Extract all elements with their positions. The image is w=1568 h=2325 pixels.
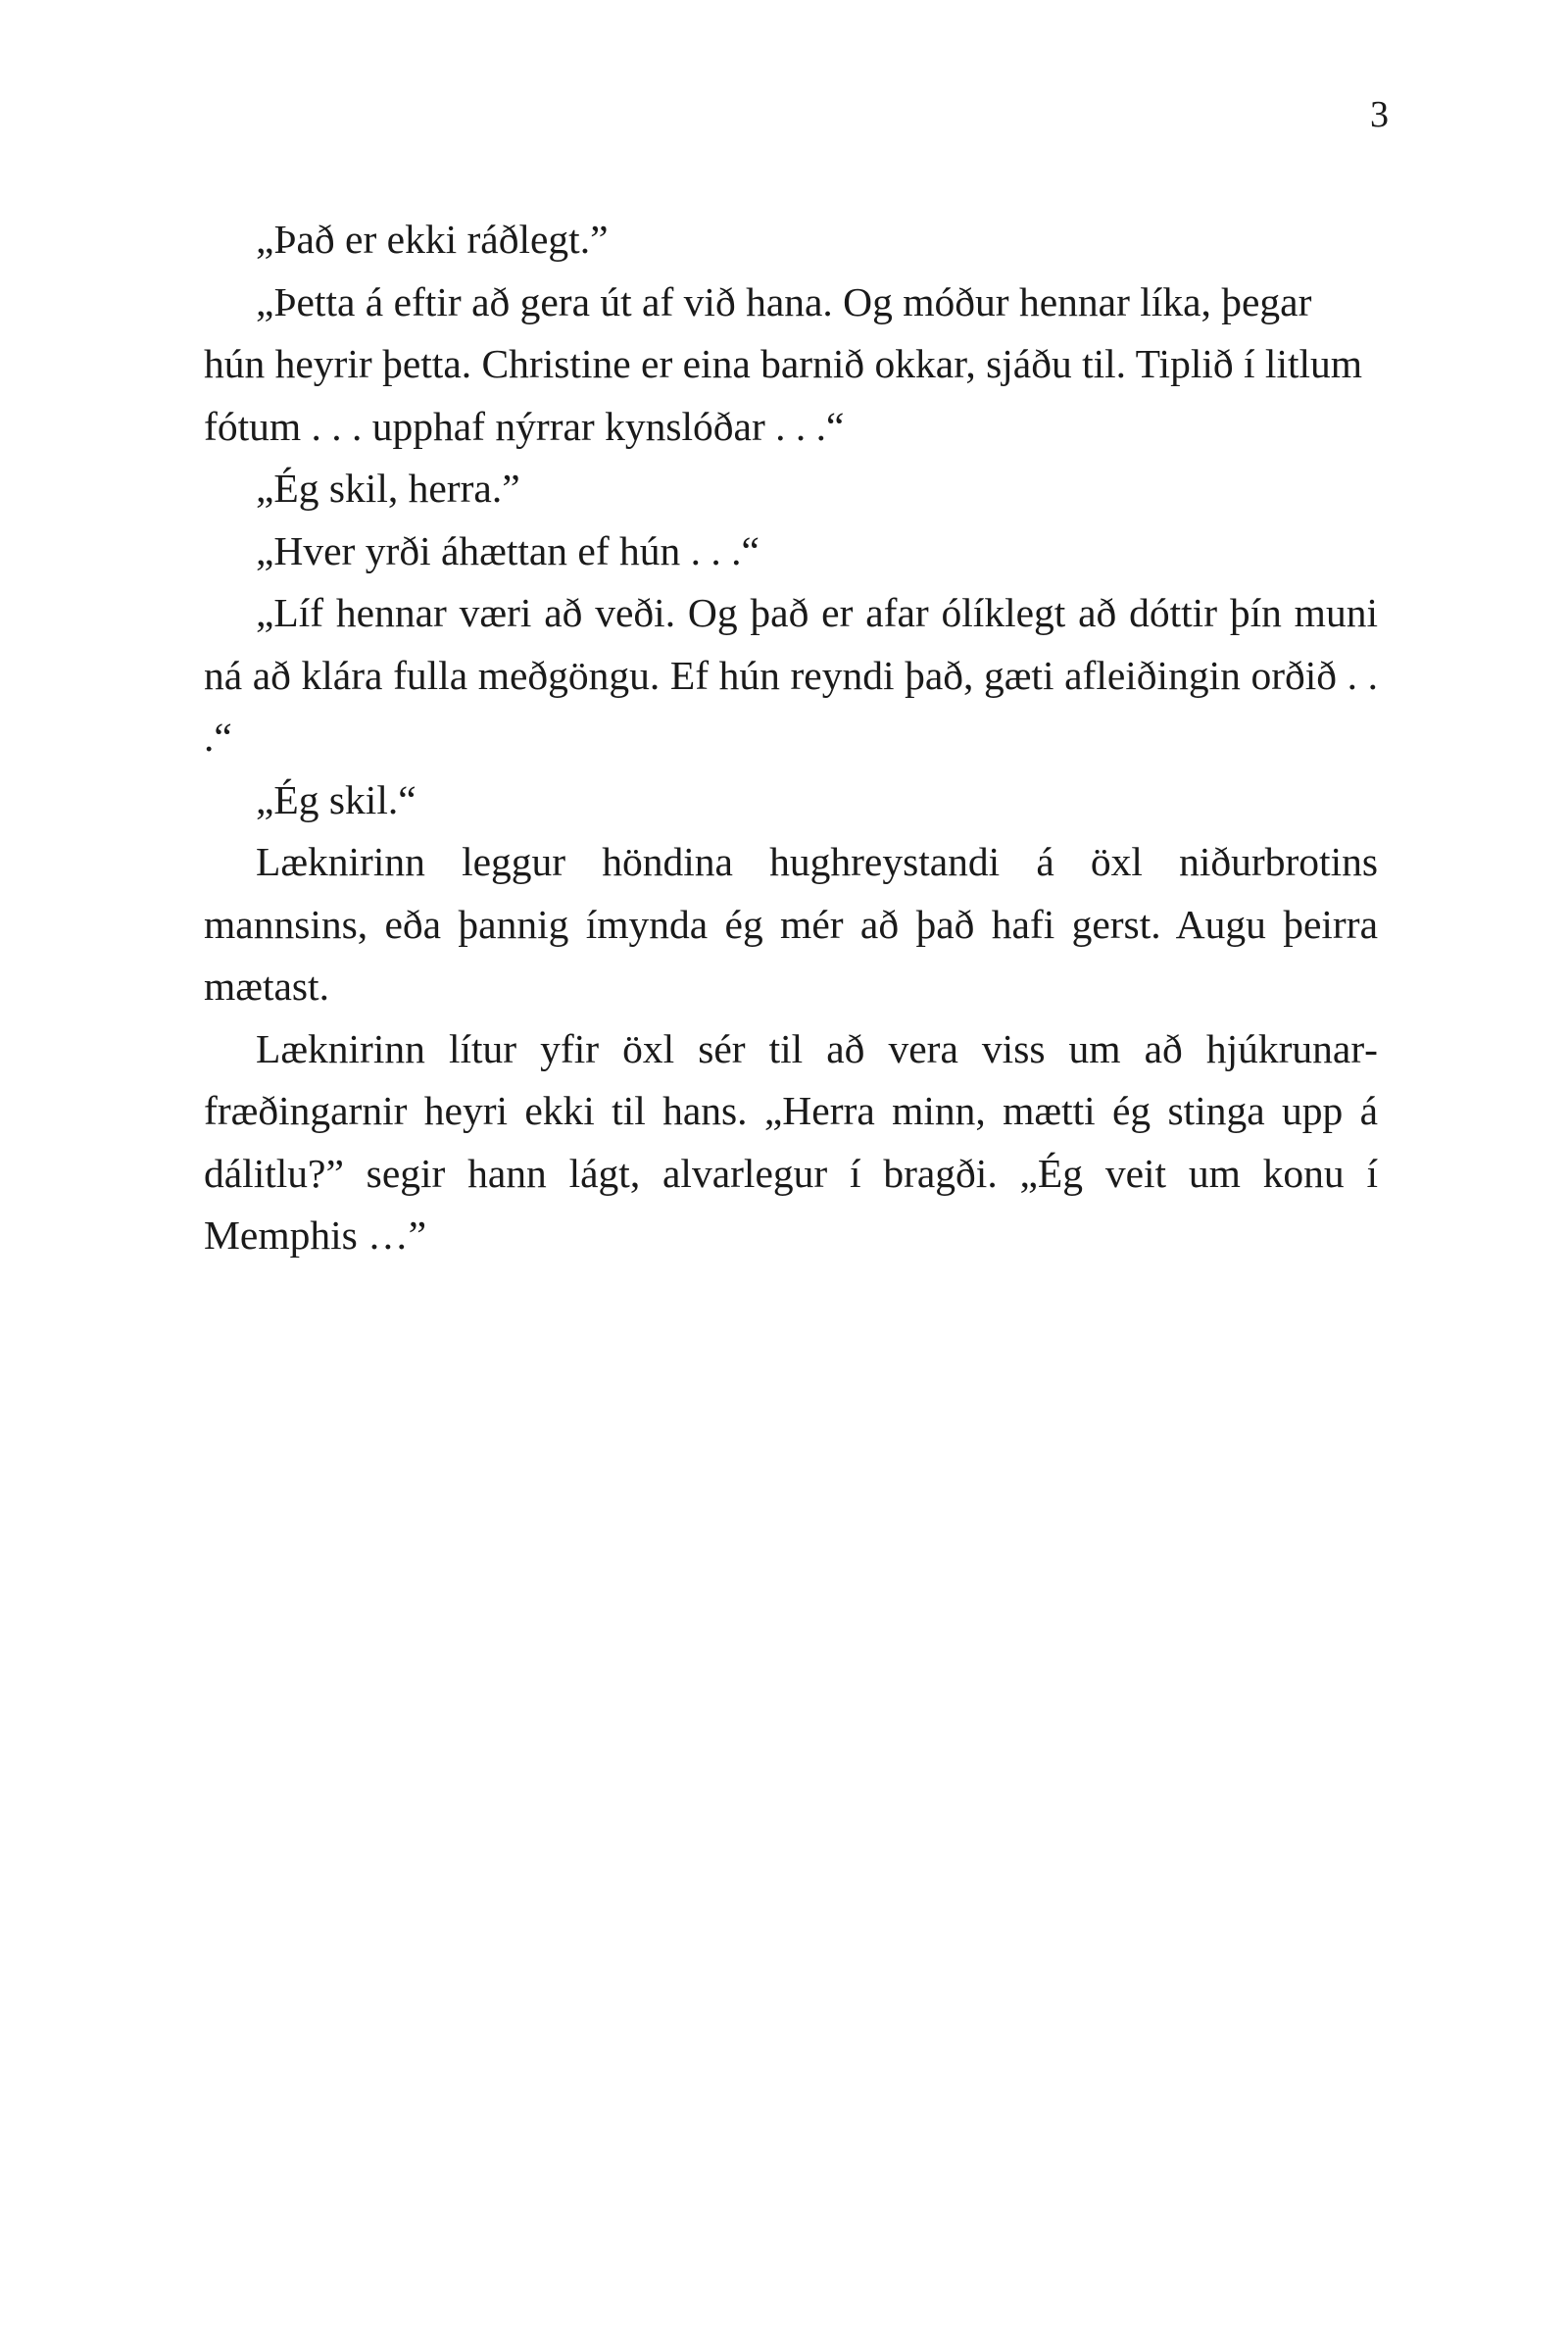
paragraph: „Þetta á eftir að gera út af við hana. Og móður hennar líka, þegar hún heyrir þetta. Christine er eina barnið okkar, sjáðu til. Tiplið í litlum fótum . . . upphaf nýrrar kynslóðar . . .“ [204, 278, 1363, 449]
paragraph: „Ég skil, herra.” [256, 466, 520, 511]
paragraph: „Líf hennar væri að veði. Og það er afar ólíklegt að dóttir þín muni ná að klára fulla meðgöngu. Ef hún reyndi það, gæti afleiðingin orðið . . .“ [204, 590, 1378, 760]
paragraph: „Hver yrði áhættan ef hún . . .“ [256, 527, 760, 573]
page-number: 3 [1370, 94, 1389, 135]
paragraph: Læknirinn leggur höndina hughreystandi á öxl niðurbrotins mannsins, eða þannig ímynda ég mér að það hafi gerst. Augu þeirra mætast. [204, 839, 1378, 1009]
paragraph: Læknirinn lítur yfir öxl sér til að vera viss um að hjúkrunarfræðingarnir heyri ekki til hans. „Herra minn, mætti ég stinga upp á dálitlu?” segir hann lágt, alvarlegur í bragði. „Ég veit um konu í Memphis …” [204, 1025, 1378, 1258]
body-text [204, 209, 1378, 1267]
paragraph: „Það er ekki ráðlegt.” [256, 217, 609, 262]
paragraph: „Ég skil.“ [256, 776, 416, 822]
